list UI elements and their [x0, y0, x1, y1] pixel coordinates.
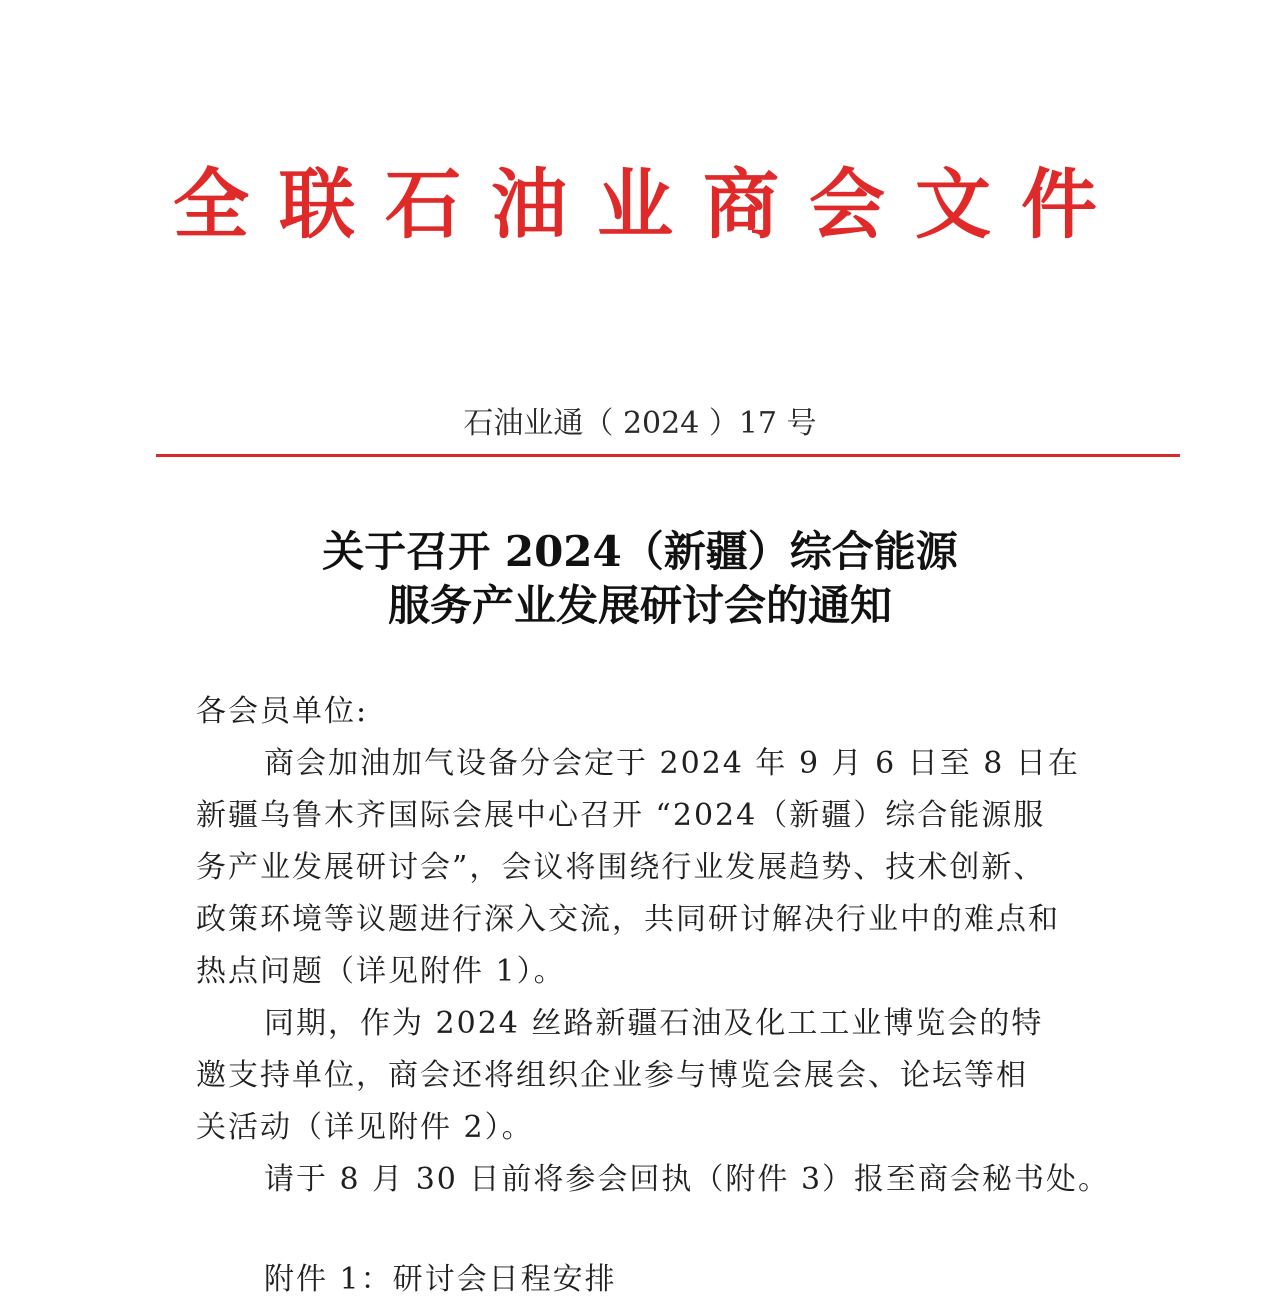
- paragraph-1-line-1: 商会加油加气设备分会定于 2024 年 9 月 6 日至 8 日在: [264, 746, 1080, 781]
- paragraph-2-line-2: 邀支持单位，商会还将组织企业参与博览会展会、论坛等相: [196, 1058, 1028, 1093]
- paragraph-1-line-2: 新疆乌鲁木齐国际会展中心召开 “2024（新疆）综合能源服: [196, 798, 1046, 833]
- notice-title-line-2: 服务产业发展研讨会的通知: [387, 581, 892, 630]
- organization-title: 全联石油业商会文件: [173, 160, 1127, 249]
- paragraph-1-line-5: 热点问题（详见附件 1）。: [196, 954, 566, 989]
- paragraph-2-line-3: 关活动（详见附件 2）。: [196, 1110, 534, 1145]
- paragraph-1-line-4: 政策环境等议题进行深入交流，共同研讨解决行业中的难点和: [196, 902, 1060, 937]
- paragraph-2-line-1: 同期，作为 2024 丝路新疆石油及化工工业博览会的特: [264, 1006, 1044, 1041]
- document-number: 石油业通（ 2024 ）17 号: [463, 406, 817, 441]
- paragraph-3-line-1: 请于 8 月 30 日前将参会回执（附件 3）报至商会秘书处。: [264, 1162, 1111, 1197]
- paragraph-1-line-3: 务产业发展研讨会”，会议将围绕行业发展趋势、技术创新、: [196, 850, 1046, 885]
- attachment-1-line: 附件 1：研讨会日程安排: [264, 1262, 617, 1297]
- red-divider-line: [156, 454, 1180, 457]
- notice-title-line-1: 关于召开 2024（新疆）综合能源: [322, 527, 958, 576]
- salutation: 各会员单位:: [196, 694, 369, 729]
